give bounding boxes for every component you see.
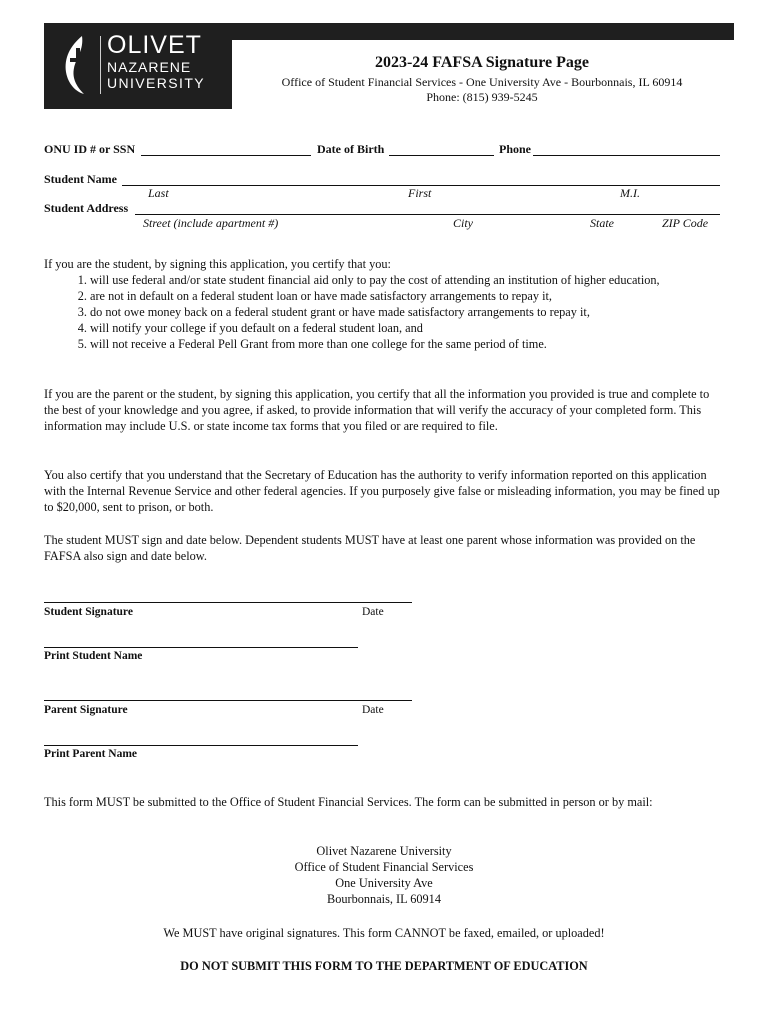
onu-id-label: ONU ID # or SSN [44, 142, 136, 156]
hint-mi: M.I. [620, 186, 640, 200]
logo-divider [100, 36, 101, 94]
parent-signature-label: Parent Signature [44, 704, 128, 716]
print-student-name-line[interactable] [44, 647, 358, 648]
sign-instructions: The student MUST sign and date below. Dependent students MUST have at least one parent whose information was provided on the FAFSA also sign and date below. [44, 533, 696, 563]
student-signature-line[interactable] [44, 602, 412, 603]
print-student-name-label: Print Student Name [44, 650, 143, 662]
student-name-label: Student Name [44, 172, 118, 186]
print-parent-name-line[interactable] [44, 745, 358, 746]
student-date-label: Date [362, 606, 384, 618]
list-item: 5. will not receive a Federal Pell Grant from more than one college for the same period of time. [90, 336, 720, 352]
list-item: 2. are not in default on a federal student loan or have made satisfactory arrangements to repay it, [90, 288, 720, 304]
mail-address-line-4: Bourbonnais, IL 60914 [327, 892, 441, 906]
logo-text-nazarene: NAZARENE [107, 59, 192, 75]
phone-label: Phone [499, 142, 532, 156]
list-item: 1. will use federal and/or state student financial aid only to pay the cost of attending an institution of higher education, [90, 272, 720, 288]
mail-address-line-3: One University Ave [335, 876, 433, 890]
hint-first: First [408, 186, 432, 200]
onu-id-field[interactable] [141, 155, 311, 156]
logo-text-university: UNIVERSITY [107, 75, 206, 91]
list-item: 4. will notify your college if you default on a federal student loan, and [90, 320, 720, 336]
student-address-label: Student Address [44, 201, 129, 215]
parent-signature-line[interactable] [44, 700, 412, 701]
certify-intro: If you are the student, by signing this application, you certify that you: [44, 257, 391, 271]
submit-note: This form MUST be submitted to the Office of Student Financial Services. The form can be submitted in person or by mail: [44, 795, 653, 809]
mail-address-line-2: Office of Student Financial Services [294, 860, 474, 874]
student-signature-label: Student Signature [44, 606, 133, 618]
hint-state: State [590, 216, 614, 230]
page-title: 2023-24 FAFSA Signature Page [374, 54, 590, 71]
certify-paragraph-accuracy: If you are the parent or the student, by signing this application, you certify that all the information you provided is true and complete to the best of your knowledge and you agree, if asked, to provide information that will verify the accuracy of your completed form. This information may include U.S. or state income tax forms that you filed or are required to file. [44, 387, 710, 433]
student-address-field[interactable] [135, 214, 720, 215]
hint-city: City [453, 216, 473, 230]
dob-label: Date of Birth [317, 142, 385, 156]
dob-field[interactable] [389, 155, 494, 156]
hint-street: Street (include apartment #) [143, 216, 279, 230]
print-parent-name-label: Print Parent Name [44, 748, 138, 760]
logo-text-olivet: OLIVET [107, 31, 202, 59]
phone-field[interactable] [533, 155, 720, 156]
parent-date-label: Date [362, 704, 384, 716]
office-phone: Phone: (815) 939-5245 [426, 90, 538, 104]
list-item: 3. do not owe money back on a federal student grant or have made satisfactory arrangements to repay it, [90, 304, 720, 320]
office-address: Office of Student Financial Services - One University Ave - Bourbonnais, IL 60914 [281, 75, 683, 89]
do-not-submit-warning: DO NOT SUBMIT THIS FORM TO THE DEPARTMENT OF EDUCATION [180, 959, 588, 973]
certify-list [44, 272, 720, 352]
certify-paragraph-verify: You also certify that you understand that the Secretary of Education has the authority to verify information reported on this application with the Internal Revenue Service and other federal agencies. If you purposely give false or misleading information, you may be fined up to $20,000, sent to prison, or both. [44, 468, 720, 514]
original-signatures-note: We MUST have original signatures. This form CANNOT be faxed, emailed, or uploaded! [163, 926, 605, 940]
mail-address-line-1: Olivet Nazarene University [316, 844, 452, 858]
hint-zip: ZIP Code [662, 216, 709, 230]
flame-cross-icon [62, 34, 94, 96]
hint-last: Last [148, 186, 169, 200]
